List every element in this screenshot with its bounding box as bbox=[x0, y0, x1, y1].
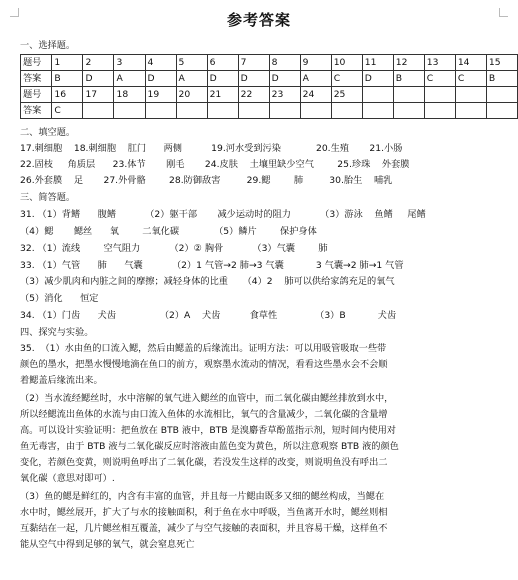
answer-line: 33. （1）气管 肺 气囊 （2）1 气管→2 肺→3 气囊 3 气囊→2 肺→1 气管 bbox=[20, 260, 404, 271]
paragraph-line: 高。可以设计实验证明：把鱼放在 BTB 液中，BTB 是溴麝香草酚蓝指示剂，短时间内使用对 bbox=[20, 425, 396, 436]
table-row bbox=[21, 71, 518, 87]
table-cell bbox=[83, 103, 114, 119]
table-cell bbox=[486, 103, 517, 119]
table-cell: 18 bbox=[114, 87, 145, 103]
table-row bbox=[21, 87, 518, 103]
table-cell: 17 bbox=[83, 87, 114, 103]
table-cell bbox=[486, 87, 517, 103]
table-cell bbox=[362, 103, 393, 119]
table-cell bbox=[269, 103, 300, 119]
table-cell: 24 bbox=[300, 87, 331, 103]
table-cell: 13 bbox=[424, 55, 455, 71]
section-heading-choice: 一、选择题。 bbox=[20, 40, 76, 51]
paragraph-line: 鱼无毒害，由于 BTB 液与二氧化碳反应时溶液由蓝色变为黄色，所以注意观察 BTB 液的颜色 bbox=[20, 441, 399, 452]
table-cell: D bbox=[145, 71, 176, 87]
paragraph-line: 所以经鳃流出鱼体的水流与由口流入鱼体的水流相比，氧气的含量减少，二氧化碳的含量增 bbox=[20, 409, 388, 420]
paragraph-line: 能从空气中得到足够的氧气，就会窒息死亡 bbox=[20, 539, 195, 550]
answer-line: 32. （1）流线 空气阻力 （2）② 胸骨 （3）气囊 肺 bbox=[20, 243, 328, 254]
table-cell bbox=[114, 103, 145, 119]
answer-line: 34. （1）门齿 犬齿 （2）A 犬齿 食草性 （3）B 犬齿 bbox=[20, 310, 397, 321]
table-cell: B bbox=[393, 71, 424, 87]
table-cell bbox=[455, 87, 486, 103]
table-cell: 14 bbox=[455, 55, 486, 71]
paragraph-line: 着鳃盖后缘流出来。 bbox=[20, 375, 103, 386]
table-cell: 8 bbox=[269, 55, 300, 71]
table-cell bbox=[331, 103, 362, 119]
table-cell: 题号 bbox=[21, 87, 52, 103]
table-cell: 5 bbox=[176, 55, 207, 71]
paragraph-line: 水中时，鳃丝展开，扩大了与水的接触面积，利于鱼在水中呼吸，当鱼离开水时，鳃丝则相 bbox=[20, 507, 388, 518]
table-cell: 3 bbox=[114, 55, 145, 71]
table-row bbox=[21, 103, 518, 119]
table-cell: 11 bbox=[362, 55, 393, 71]
table-cell: D bbox=[207, 71, 238, 87]
table-cell: 答案 bbox=[21, 103, 52, 119]
paragraph-line: 颜色的墨水，把墨水慢慢地滴在鱼口的前方，观察墨水流动的情况，看看这些墨水会不会顺 bbox=[20, 359, 388, 370]
table-cell: C bbox=[455, 71, 486, 87]
table-cell: A bbox=[114, 71, 145, 87]
table-cell: D bbox=[238, 71, 269, 87]
table-cell: 12 bbox=[393, 55, 424, 71]
table-cell bbox=[362, 87, 393, 103]
answer-line: （4）鳃 鳃丝 氧 二氧化碳 （5）鳞片 保护身体 bbox=[20, 226, 317, 237]
table-cell bbox=[393, 103, 424, 119]
paragraph-line: 氧化碳（意思对即可）. bbox=[20, 473, 115, 484]
answer-line: （3）减少肌肉和内脏之间的摩擦；减轻身体的比重 （4）2 肺可以供给家鸽充足的氧气 bbox=[20, 276, 395, 287]
table-cell: 16 bbox=[52, 87, 83, 103]
table-cell: D bbox=[269, 71, 300, 87]
table-cell bbox=[424, 103, 455, 119]
table-cell: 19 bbox=[145, 87, 176, 103]
paragraph-line: 互黏结在一起，几片鳃丝相互覆盖，减少了与空气接触的表面积，并且容易干燥，这样鱼不 bbox=[20, 523, 388, 534]
table-cell bbox=[455, 103, 486, 119]
table-cell: D bbox=[83, 71, 114, 87]
table-cell bbox=[393, 87, 424, 103]
table-cell: 答案 bbox=[21, 71, 52, 87]
section-heading-fill: 二、填空题。 bbox=[20, 127, 76, 138]
table-cell: C bbox=[52, 103, 83, 119]
table-cell: 2 bbox=[83, 55, 114, 71]
paragraph-line: 35. （1）水由鱼的口流入鳃，然后由鳃盖的后缘流出。证明方法：可以用吸管吸取一些带 bbox=[20, 343, 387, 354]
table-cell bbox=[176, 103, 207, 119]
table-cell: 20 bbox=[176, 87, 207, 103]
table-cell: A bbox=[300, 71, 331, 87]
table-cell bbox=[300, 103, 331, 119]
answer-line: 17.刺细胞 18.刺细胞 肛门 两侧 19.河水受到污染 20.生殖 21.小肠 bbox=[20, 143, 403, 154]
table-cell: C bbox=[424, 71, 455, 87]
answer-line: 31. （1）背鳍 腹鳍 （2）躯干部 减少运动时的阻力 （3）游泳 鱼鳍 尾鳍 bbox=[20, 209, 426, 220]
table-cell: 题号 bbox=[21, 55, 52, 71]
answer-line: （5）消化 恒定 bbox=[20, 293, 99, 304]
paragraph-line: 变化，若颜色变黄，则说明鱼呼出了二氧化碳，若没发生这样的改变，则说明鱼没有呼出二 bbox=[20, 457, 388, 468]
table-row bbox=[21, 55, 518, 71]
table-cell bbox=[424, 87, 455, 103]
table-cell: 15 bbox=[486, 55, 517, 71]
table-cell: 22 bbox=[238, 87, 269, 103]
answer-line: 22.固枝 角质层 23.体节 刚毛 24.皮肤 土壤里缺少空气 25.珍珠 外套膜 bbox=[20, 159, 410, 170]
table-cell: C bbox=[331, 71, 362, 87]
table-cell: 4 bbox=[145, 55, 176, 71]
table-cell: 1 bbox=[52, 55, 83, 71]
section-heading-experiment: 四、探究与实验。 bbox=[20, 327, 94, 338]
table-cell: 21 bbox=[207, 87, 238, 103]
table-cell: A bbox=[176, 71, 207, 87]
paragraph-line: （3）鱼的鳃是鲜红的，内含有丰富的血管，并且每一片鳃由既多又细的鳃丝构成，当鳃在 bbox=[20, 491, 385, 502]
table-cell bbox=[145, 103, 176, 119]
paragraph-line: （2）当水流经鳃丝时，水中溶解的氧气进入鳃丝的血管中，而二氧化碳由鳃丝排放到水中， bbox=[20, 393, 394, 404]
table-cell bbox=[207, 103, 238, 119]
table-cell: 23 bbox=[269, 87, 300, 103]
table-cell: B bbox=[52, 71, 83, 87]
table-cell: 6 bbox=[207, 55, 238, 71]
section-heading-short-answer: 三、简答题。 bbox=[20, 192, 76, 203]
table-cell: D bbox=[362, 71, 393, 87]
page-title: 参考答案 bbox=[226, 11, 291, 29]
answer-line: 26.外套膜 足 27.外骨骼 28.防御敌害 29.鳃 肺 30.胎生 哺乳 bbox=[20, 175, 393, 186]
table-cell: B bbox=[486, 71, 517, 87]
answer-table bbox=[20, 54, 518, 119]
table-cell: 7 bbox=[238, 55, 269, 71]
table-cell: 9 bbox=[300, 55, 331, 71]
table-cell: 10 bbox=[331, 55, 362, 71]
table-cell bbox=[238, 103, 269, 119]
table-cell: 25 bbox=[331, 87, 362, 103]
